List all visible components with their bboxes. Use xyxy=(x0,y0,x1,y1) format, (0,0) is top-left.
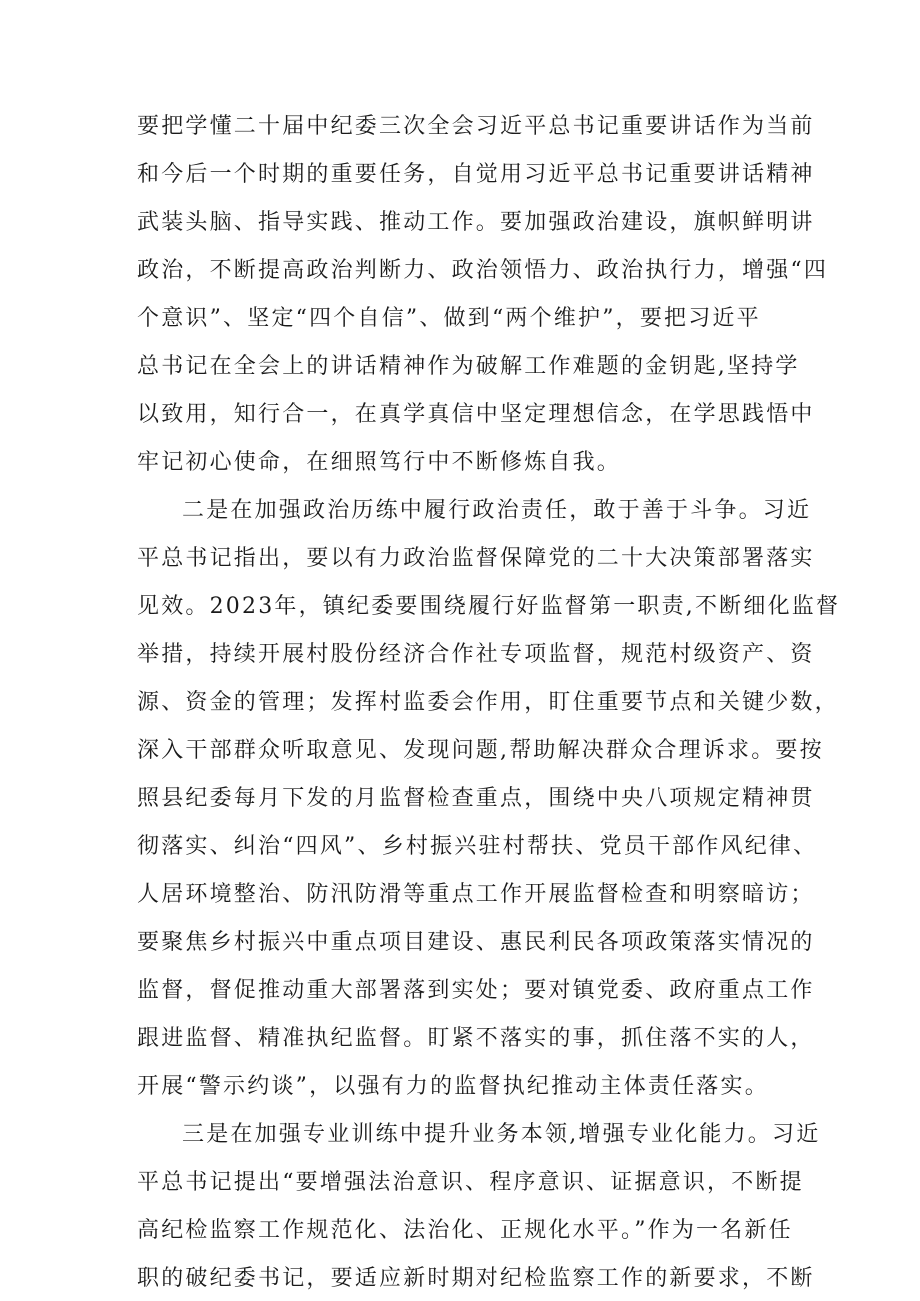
text-line: 人居环境整治、防汛防滑等重点工作开展监督检查和明察暗访； xyxy=(137,882,815,907)
text-line: 举措，持续开展村股份经济合作社专项监督，规范村级资产、资 xyxy=(137,642,815,667)
text-line: 彻落实、纠治“四风”、乡村振兴驻村帮扶、党员干部作风纪律、 xyxy=(137,834,818,859)
paragraph-2-first-line: 二是在加强政治历练中履行政治责任，敢于善于斗争。习近 xyxy=(182,498,812,523)
text-line: 职的破纪委书记，要适应新时期对纪检监察工作的新要求，不断 xyxy=(137,1266,815,1291)
text-line: 总书记在全会上的讲话精神作为破解工作难题的金钥匙,坚持学 xyxy=(137,354,800,379)
text-line: 要聚焦乡村振兴中重点项目建设、惠民利民各项政策落实情况的 xyxy=(137,930,815,955)
text-line: 平总书记提出“要增强法治意识、程序意识、证据意识，不断提 xyxy=(137,1170,804,1195)
paragraph-3-first-line: 三是在加强专业训练中提升业务本领,增强专业化能力。习近 xyxy=(182,1122,821,1147)
text-line: 开展“警示约谈”，以强有力的监督执纪推动主体责任落实。 xyxy=(137,1074,769,1099)
text-line: 和今后一个时期的重要任务，自觉用习近平总书记重要讲话精神 xyxy=(137,162,815,187)
text-line: 见效。2023年，镇纪委要围绕履行好监督第一职责,不断细化监督 xyxy=(137,594,841,619)
text-line: 深入干部群众听取意见、发现问题,帮助解决群众合理诉求。要按 xyxy=(137,738,824,763)
text-line: 以致用，知行合一，在真学真信中坚定理想信念，在学思践悟中 xyxy=(137,402,815,427)
text-line: 政治，不断提高政治判断力、政治领悟力、政治执行力，增强“四 xyxy=(137,258,829,283)
text-line: 要把学懂二十届中纪委三次全会习近平总书记重要讲话作为当前 xyxy=(137,114,815,139)
text-line: 源、资金的管理；发挥村监委会作用，盯住重要节点和关键少数， xyxy=(137,690,839,715)
text-line: 平总书记指出，要以有力政治监督保障党的二十大决策部署落实 xyxy=(137,546,815,571)
text-line: 个意识”、坚定“四个自信”、做到“两个维护”，要把习近平 xyxy=(137,306,761,331)
text-line: 武装头脑、指导实践、推动工作。要加强政治建设，旗帜鲜明讲 xyxy=(137,210,815,235)
text-line: 监督，督促推动重大部署落到实处；要对镇党委、政府重点工作 xyxy=(137,978,815,1003)
text-line: 高纪检监察工作规范化、法治化、正规化水平。”作为一名新任 xyxy=(137,1218,793,1243)
text-line: 牢记初心使命，在细照笃行中不断修炼自我。 xyxy=(137,450,622,475)
text-line: 照县纪委每月下发的月监督检查重点，围绕中央八项规定精神贯 xyxy=(137,786,815,811)
text-line: 跟进监督、精准执纪监督。盯紧不落实的事，抓住落不实的人， xyxy=(137,1026,815,1051)
